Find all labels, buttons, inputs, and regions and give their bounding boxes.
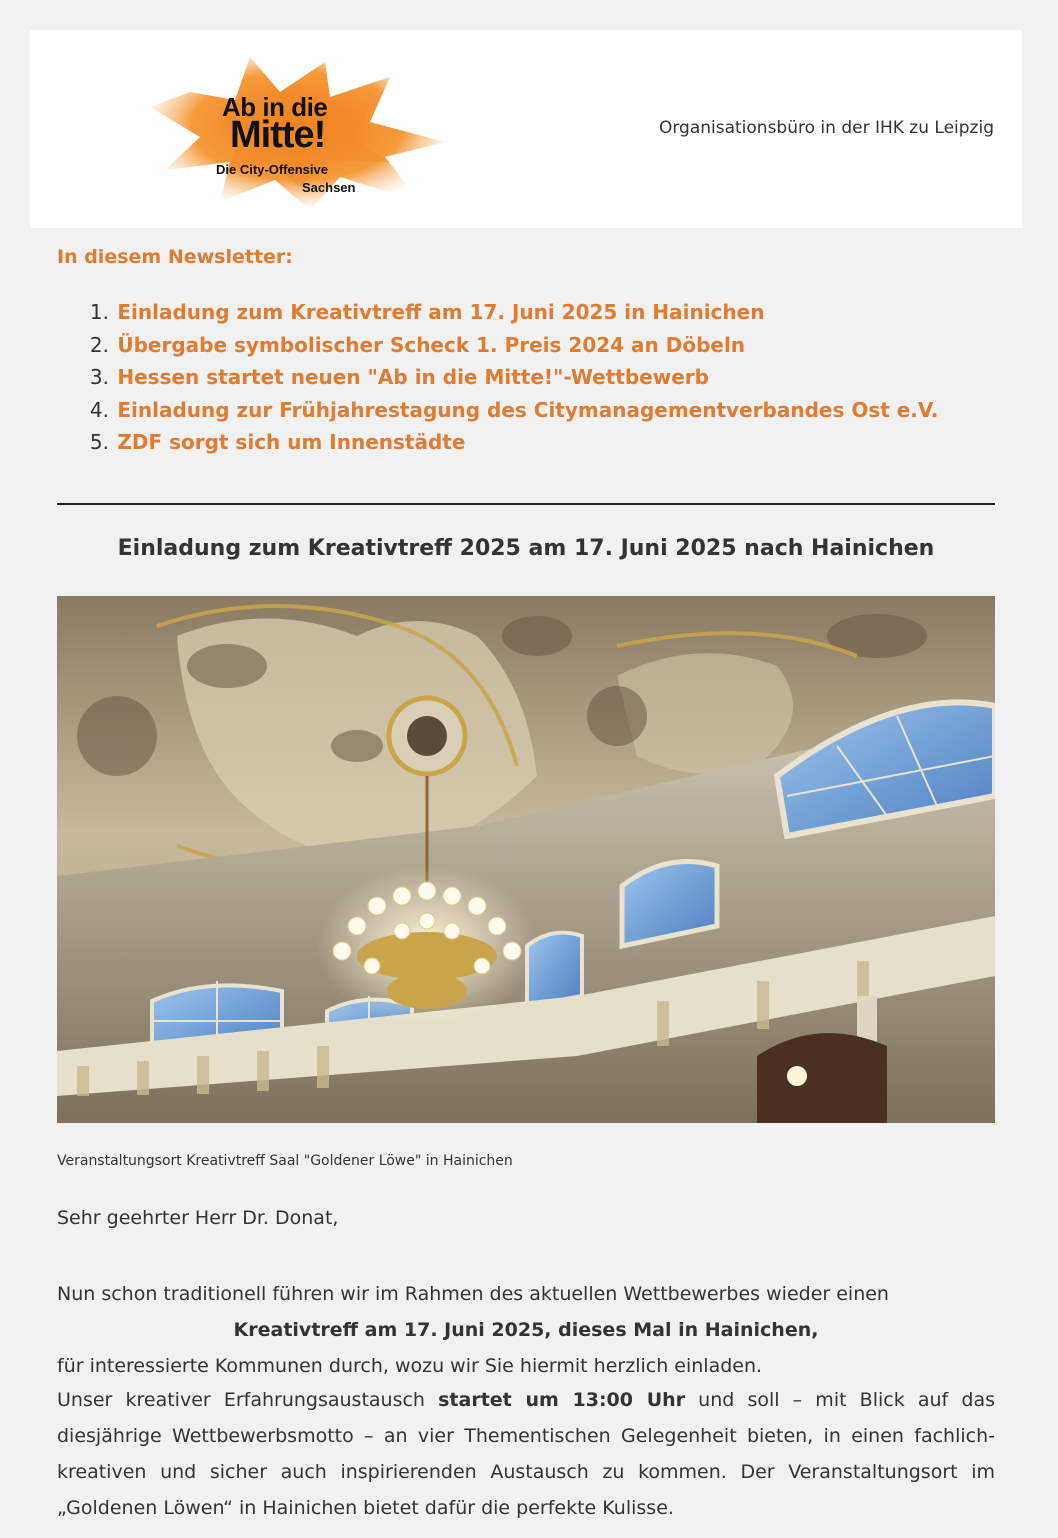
baroque-hall-illustration bbox=[57, 596, 995, 1123]
toc-link-scheck[interactable]: Übergabe symbolischer Scheck 1. Preis 2024 an Döbeln bbox=[117, 332, 746, 357]
section-divider bbox=[57, 503, 995, 505]
paragraph-invite: für interessierte Kommunen durch, wozu wir Sie hiermit herzlich einladen. bbox=[57, 1355, 763, 1377]
photo-caption: Veranstaltungsort Kreativtreff Saal "Goldener Löwe" in Hainichen bbox=[57, 1153, 513, 1169]
logo-line-3: Die City-Offensive bbox=[216, 162, 328, 177]
details-text-end: und soll – mit Blick auf das diesjährige Wettbewerbsmotto – an vier Thementischen Gelegenheit bieten, in einen fachlich-kreativen und sicher auch inspirierenden Austausch zu kommen. Der Veranstaltungsort im „Goldenen Löwen“ in Hainichen bietet dafür die perfekte Kulisse. bbox=[57, 1389, 995, 1519]
toc-item bbox=[57, 296, 938, 329]
toc-item bbox=[57, 426, 938, 459]
toc-list bbox=[57, 296, 938, 459]
logo-line-2: Mitte! bbox=[230, 114, 326, 156]
event-hall-photo bbox=[57, 596, 995, 1123]
toc-link-hessen[interactable]: Hessen startet neuen "Ab in die Mitte!"-Wettbewerb bbox=[117, 365, 709, 389]
toc-item bbox=[57, 394, 938, 427]
toc-item-number: 5. bbox=[89, 430, 109, 454]
toc-item-number: 3. bbox=[89, 365, 109, 389]
toc-item bbox=[57, 329, 938, 362]
logo-line-4: Sachsen bbox=[302, 180, 356, 195]
toc-item-number: 2. bbox=[89, 332, 109, 357]
toc-item-number: 1. bbox=[89, 300, 109, 324]
toc-item bbox=[57, 361, 938, 394]
toc-link-zdf[interactable]: ZDF sorgt sich um Innenstädte bbox=[117, 430, 466, 454]
toc-heading: In diesem Newsletter: bbox=[57, 246, 293, 268]
newsletter-header bbox=[30, 30, 1022, 228]
organisation-label: Organisationsbüro in der IHK zu Leipzig bbox=[658, 118, 994, 138]
toc-link-fruehjahrestagung[interactable]: Einladung zur Frühjahrestagung des Citymanagementverbandes Ost e.V. bbox=[117, 397, 939, 422]
toc-item-number: 4. bbox=[89, 397, 109, 422]
paragraph-details bbox=[57, 1382, 995, 1526]
paragraph-intro: Nun schon traditionell führen wir im Rahmen des aktuellen Wettbewerbes wieder einen bbox=[57, 1283, 889, 1305]
paragraph-highlight: Kreativtreff am 17. Juni 2025, dieses Mal in Hainichen, bbox=[233, 1319, 819, 1341]
salutation: Sehr geehrter Herr Dr. Donat, bbox=[57, 1207, 339, 1229]
logo-line-1: Ab in die bbox=[222, 92, 328, 122]
toc-link-kreativtreff[interactable]: Einladung zum Kreativtreff am 17. Juni 2025 in Hainichen bbox=[117, 300, 765, 324]
details-text-start: Unser kreativer Erfahrungsaustausch bbox=[57, 1389, 425, 1411]
ab-in-die-mitte-logo[interactable] bbox=[150, 52, 450, 212]
details-start-time: startet um 13:00 Uhr bbox=[438, 1389, 686, 1411]
article-title: Einladung zum Kreativtreff 2025 am 17. Juni 2025 nach Hainichen bbox=[117, 536, 935, 561]
